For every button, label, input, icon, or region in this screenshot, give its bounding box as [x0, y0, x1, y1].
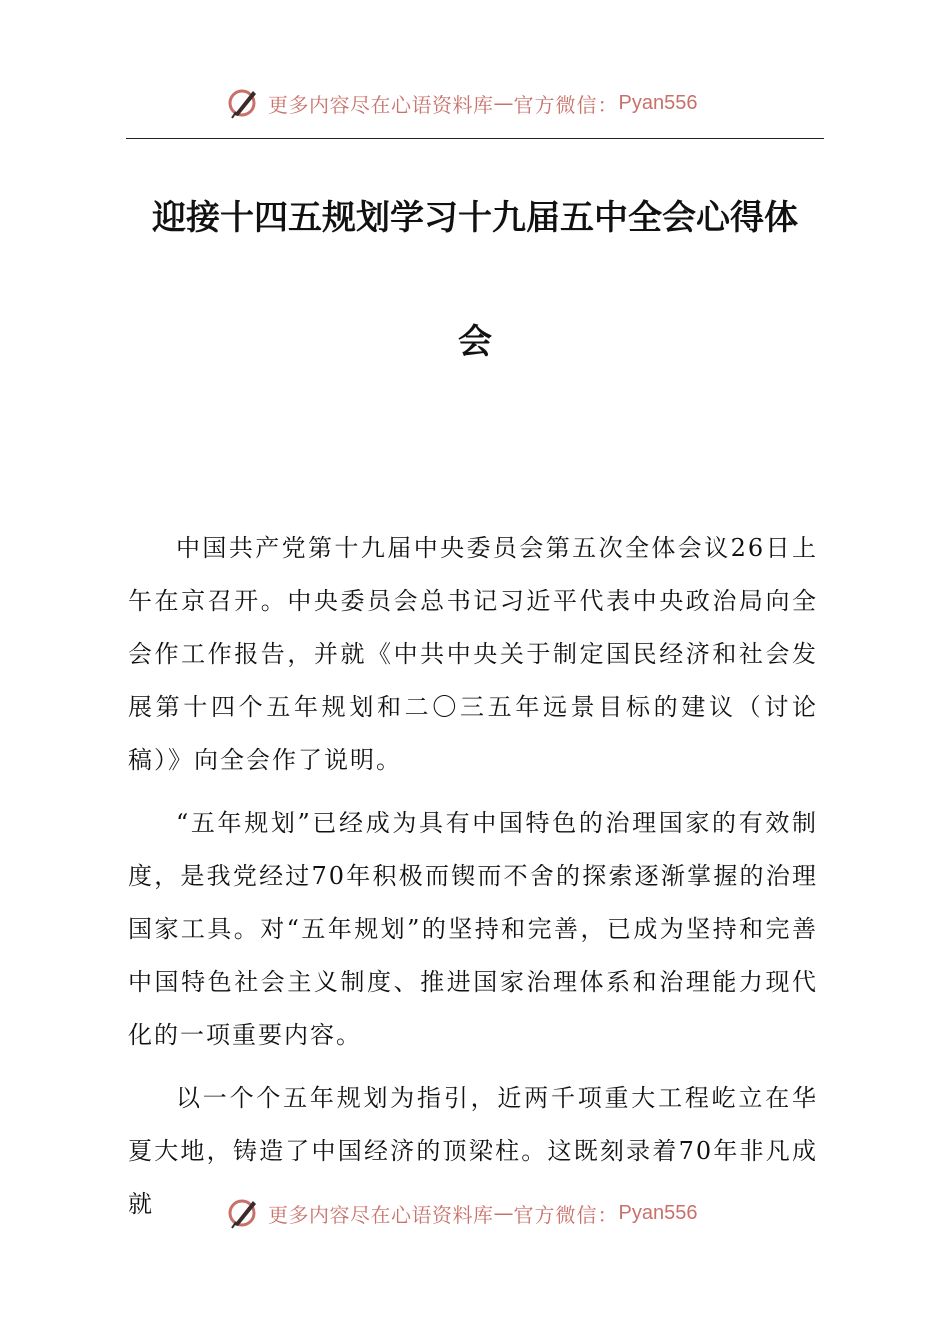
quill-logo-icon	[226, 85, 262, 121]
document-title	[126, 186, 824, 374]
paragraph-3: 以一个个五年规划为指引，近两千项重大工程屹立在华夏大地，铸造了中国经济的顶梁柱。这既刻录着70年非凡成就	[128, 1084, 818, 1218]
paragraph-1: 中国共产党第十九届中央委员会第五次全体会议26日上午在京召开。中央委员会总书记习近平代表中央政治局向全会作工作报告，并就《中共中央关于制定国民经济和社会发展第十四个五年规划和二〇三五年远景目标的建议（讨论稿）》向全会作了说明。	[128, 534, 818, 774]
title-line-1: 迎接十四五规划学习十九届五中全会心得体	[152, 198, 798, 238]
footer-separator: —	[493, 1201, 514, 1225]
header-separator: —	[493, 91, 514, 115]
page-footer	[0, 1188, 950, 1238]
title-line-2: 会	[458, 322, 492, 362]
footer-brand-text: 更多内容尽在心语资料库	[268, 1202, 494, 1227]
header-wechat-label: 官方微信：	[513, 92, 619, 117]
footer-wechat-label: 官方微信：	[513, 1202, 619, 1227]
quill-logo-icon	[226, 1195, 262, 1231]
paragraph-2: “五年规划”已经成为具有中国特色的治理国家的有效制度，是我党经过70年积极而锲而不舍的探索逐渐掌握的治理国家工具。对“五年规划”的坚持和完善，已成为坚持和完善中国特色社会主义制度、推进国家治理体系和治理能力现代化的一项重要内容。	[128, 809, 818, 1049]
document-body	[128, 522, 818, 1241]
header-wechat-id: Pyan556	[618, 91, 698, 114]
footer-wechat-id: Pyan556	[618, 1201, 698, 1224]
header-brand-text: 更多内容尽在心语资料库	[268, 92, 494, 117]
page-header	[0, 78, 950, 128]
header-divider	[126, 138, 824, 139]
